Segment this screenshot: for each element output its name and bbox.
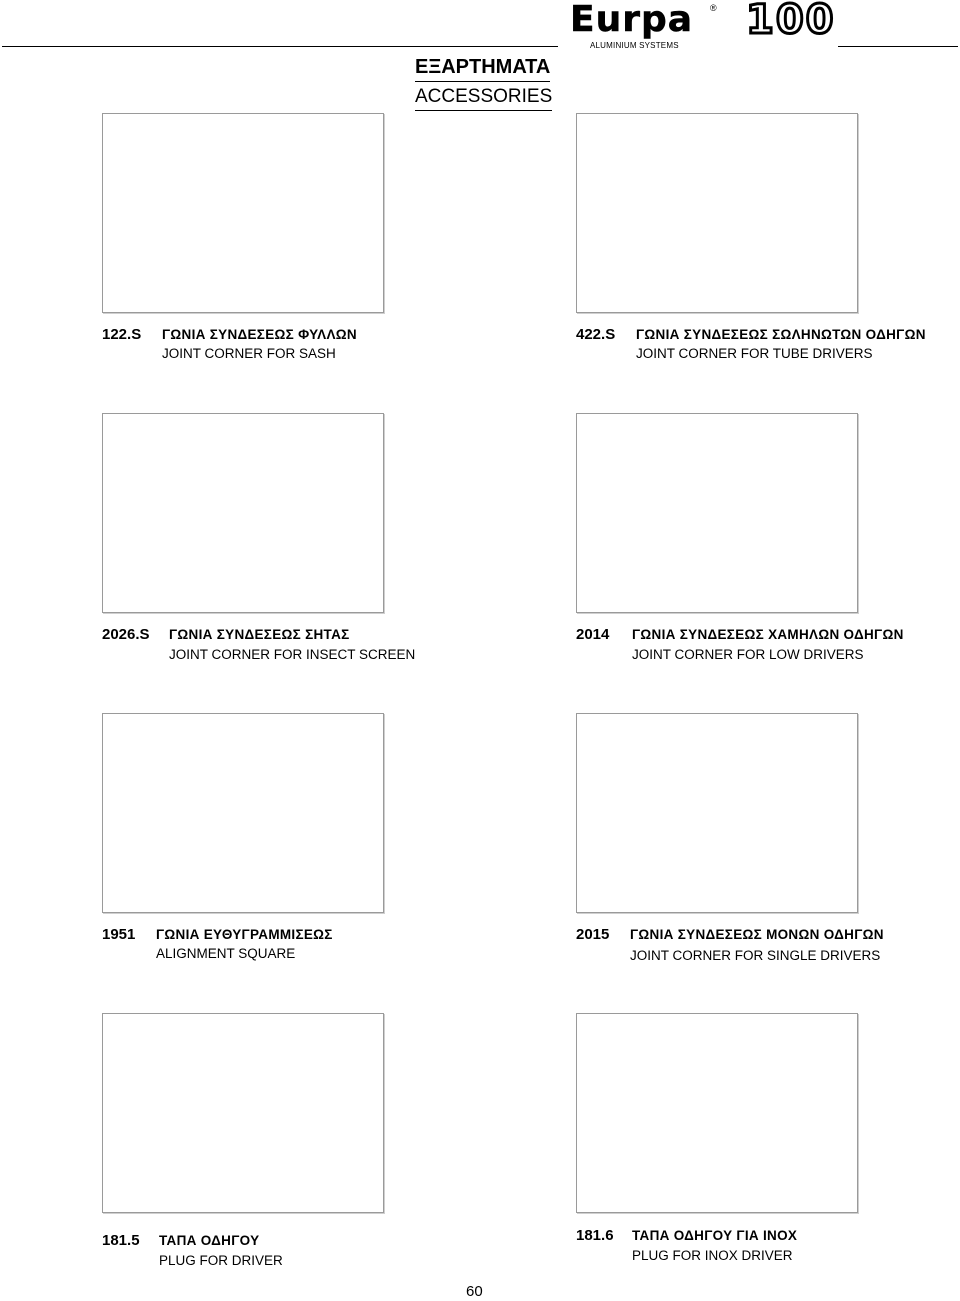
product-image-422-s bbox=[576, 113, 858, 313]
item-name-greek: ΓΩΝΙΑ ΣΥΝΔΕΣΕΩΣ ΣΗΤΑΣ bbox=[169, 627, 350, 642]
item-code: 2026.S bbox=[102, 626, 150, 643]
brand-logo bbox=[570, 0, 836, 52]
product-image-122-s bbox=[102, 113, 384, 313]
section-title bbox=[415, 55, 561, 111]
header-rule-left bbox=[2, 46, 558, 47]
item-code: 2015 bbox=[576, 926, 610, 943]
section-title-greek: ΕΞΑΡΤΗΜΑΤΑ bbox=[415, 55, 550, 82]
item-name-english: JOINT CORNER FOR TUBE DRIVERS bbox=[636, 346, 873, 361]
item-name-greek: ΓΩΝΙΑ ΣΥΝΔΕΣΕΩΣ ΜΟΝΩΝ ΟΔΗΓΩΝ bbox=[630, 927, 884, 942]
item-name-english: JOINT CORNER FOR LOW DRIVERS bbox=[632, 647, 864, 662]
section-title-english: ACCESSORIES bbox=[415, 84, 552, 111]
item-name-english: ALIGNMENT SQUARE bbox=[156, 946, 296, 961]
brand-series: 100 bbox=[746, 0, 836, 43]
item-name-greek: ΓΩΝΙΑ ΣΥΝΔΕΣΕΩΣ ΧΑΜΗΛΩΝ ΟΔΗΓΩΝ bbox=[632, 627, 904, 642]
item-code: 422.S bbox=[576, 326, 616, 343]
item-name-english: PLUG FOR INOX DRIVER bbox=[632, 1248, 793, 1263]
item-code: 181.5 bbox=[102, 1232, 140, 1249]
product-image-1951 bbox=[102, 713, 384, 913]
item-name-english: PLUG FOR DRIVER bbox=[159, 1253, 283, 1268]
item-code: 122.S bbox=[102, 326, 142, 343]
product-image-181-5 bbox=[102, 1013, 384, 1213]
item-code: 2014 bbox=[576, 626, 610, 643]
item-name-greek: ΤΑΠΑ ΟΔΗΓΟΥ bbox=[159, 1233, 260, 1248]
page-number: 60 bbox=[466, 1283, 483, 1300]
brand-name: Eurpa bbox=[570, 0, 694, 40]
item-name-greek: ΤΑΠΑ ΟΔΗΓΟΥ ΓΙΑ INOX bbox=[632, 1228, 798, 1243]
item-name-english: JOINT CORNER FOR SINGLE DRIVERS bbox=[630, 948, 881, 963]
item-name-english: JOINT CORNER FOR SASH bbox=[162, 346, 336, 361]
item-name-english: JOINT CORNER FOR INSECT SCREEN bbox=[169, 647, 416, 662]
item-name-greek: ΓΩΝΙΑ ΣΥΝΔΕΣΕΩΣ ΦΥΛΛΩΝ bbox=[162, 327, 357, 342]
item-code: 181.6 bbox=[576, 1227, 614, 1244]
brand-subtitle: ALUMINIUM SYSTEMS bbox=[590, 41, 679, 50]
item-name-greek: ΓΩΝΙΑ ΣΥΝΔΕΣΕΩΣ ΣΩΛΗΝΩΤΩΝ ΟΔΗΓΩΝ bbox=[636, 327, 926, 342]
item-name-greek: ΓΩΝΙΑ ΕΥΘΥΓΡΑΜΜΙΣΕΩΣ bbox=[156, 927, 333, 942]
product-image-2015 bbox=[576, 713, 858, 913]
product-image-2014 bbox=[576, 413, 858, 613]
product-image-181-6 bbox=[576, 1013, 858, 1213]
header-rule-right bbox=[838, 46, 958, 47]
item-code: 1951 bbox=[102, 926, 136, 943]
product-image-2026-s bbox=[102, 413, 384, 613]
registered-mark: ® bbox=[710, 3, 717, 13]
